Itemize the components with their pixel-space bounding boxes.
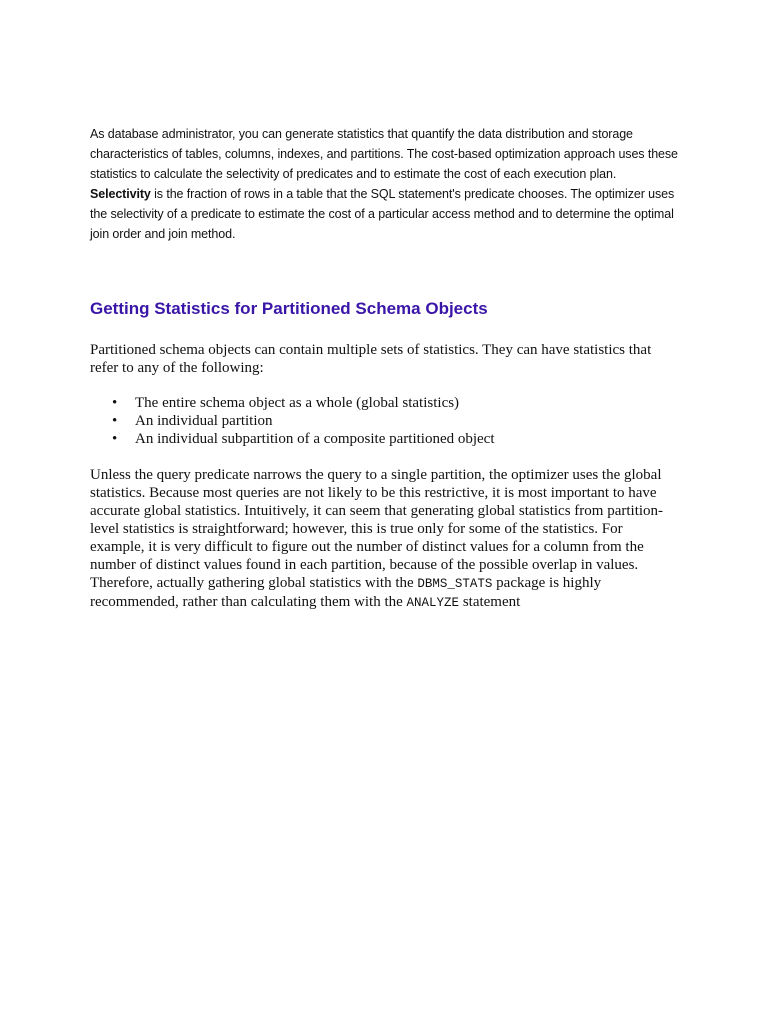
paragraph-2-text-part3: statement bbox=[459, 594, 521, 610]
bullet-icon: • bbox=[112, 413, 118, 429]
list-item-text: The entire schema object as a whole (global statistics) bbox=[135, 395, 460, 411]
paragraph-2-text-part1: Unless the query predicate narrows the query to a single partition, the optimizer uses the global statistics. Because most queries are not likely to be this restrictive, it is most important to have accurate global statistics. Intuitively, it can seem that generating global statistics from partition-level statistics is straightforward; however, this is true only for some of the statistics. For example, it is very difficult to figure out the number of distinct values for a column from the number of distinct values found in each partition, because of the possible overlap in values. Therefore, actually gathering global statistics with the bbox=[90, 467, 664, 591]
list-item bbox=[90, 412, 680, 430]
list-item bbox=[90, 430, 680, 448]
bullet-icon: • bbox=[112, 395, 118, 411]
section-heading: Getting Statistics for Partitioned Schema Objects bbox=[90, 299, 488, 318]
section-paragraph-1: Partitioned schema objects can contain multiple sets of statistics. They can have statistics that refer to any of the following: bbox=[90, 342, 652, 376]
selectivity-term: Selectivity bbox=[90, 187, 151, 201]
intro-text-part1: As database administrator, you can generate statistics that quantify the data distribution and storage characteristics of tables, columns, indexes, and partitions. The cost-based optimization approach uses these statistics to calculate the selectivity of predicates and to estimate the cost of each execution plan. bbox=[90, 127, 678, 181]
list-item-text: An individual subpartition of a composite partitioned object bbox=[135, 431, 495, 447]
intro-paragraph bbox=[90, 124, 680, 244]
list-item-text: An individual partition bbox=[135, 413, 273, 429]
statistics-bullet-list bbox=[90, 394, 680, 448]
bullet-icon: • bbox=[112, 431, 118, 447]
paragraph-2-text-part2: package is highly recommended, rather than calculating them with the bbox=[90, 575, 602, 610]
intro-text-part2: is the fraction of rows in a table that the SQL statement's predicate chooses. The optimizer uses the selectivity of a predicate to estimate the cost of a particular access method and to determine the optimal join order and join method. bbox=[90, 187, 675, 241]
list-item bbox=[90, 394, 680, 412]
dbms-stats-code: DBMS_STATS bbox=[417, 577, 493, 591]
document-content bbox=[90, 124, 680, 612]
analyze-code: ANALYZE bbox=[406, 596, 460, 610]
section-paragraph-2 bbox=[90, 466, 680, 612]
